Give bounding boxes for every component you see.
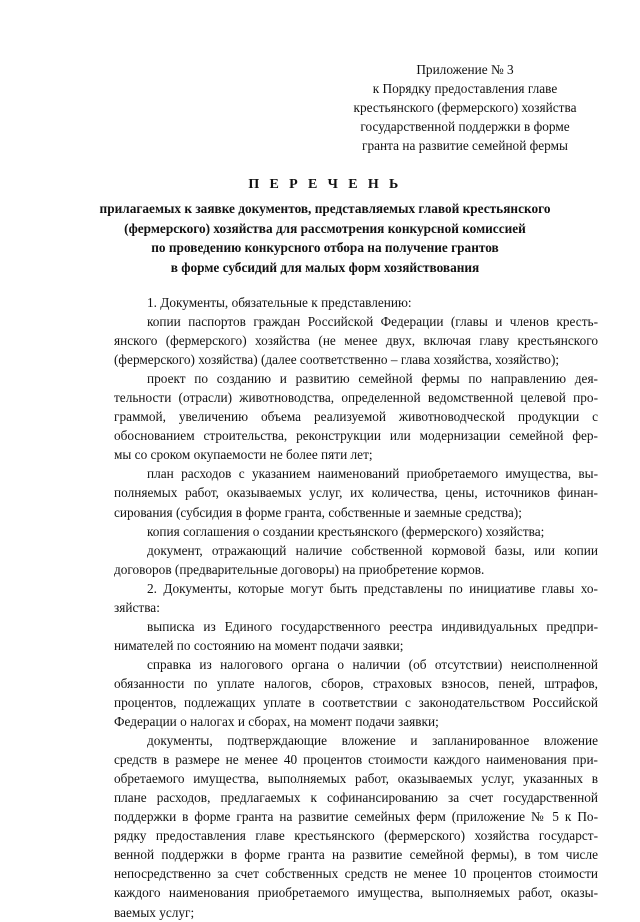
body-line: документ, отражающий наличие собственной кормовой базы, или копии: [147, 542, 598, 558]
heading-line: в форме субсидий для малых форм хозяйствования: [170, 259, 480, 275]
body-line: плане расходов, предлагаемых к софинансированию за счет государственной: [114, 790, 598, 806]
heading-line: прилагаемых к заявке документов, представляемых главой крестьянского: [99, 201, 551, 216]
body-line: непосредственно за счет собственных средств не менее 10 процентов стоимости: [114, 866, 598, 882]
body-line: тельности (отрасли) животноводства, определенной ведомственной целевой про-: [114, 390, 598, 406]
body-line: выписка из Единого государственного реестра индивидуальных предпри-: [147, 618, 598, 634]
body-line: нимателей по состоянию на момент подачи заявки;: [114, 637, 404, 653]
body-line: венной поддержки в форме гранта на развитие семейной фермы), в том числе: [114, 847, 598, 863]
body-line: процентов, подлежащих уплате в соответствии с законодательством Российской: [114, 694, 598, 710]
body-line: обретаемого имущества, выполняемых работ, оказываемых услуг, указанных в: [114, 771, 598, 787]
appendix-line: Приложение № 3: [416, 62, 514, 77]
body-line: каждого наименования приобретаемого имущества, выполняемых работ, оказы-: [114, 885, 598, 901]
body-line: договоров (предварительные договоры) на приобретение кормов.: [114, 561, 485, 577]
appendix-line: крестьянского (фермерского) хозяйства: [353, 100, 577, 115]
section-2-heading: 2. Документы, которые могут быть представлены по инициативе главы хо-: [147, 580, 598, 596]
body-line: средств в размере не менее 40 процентов стоимости каждого наименования при-: [114, 752, 598, 768]
body-line: рядку предоставления главе крестьянского (фермерского) хозяйства государст-: [114, 828, 598, 844]
heading-line: (фермерского) хозяйства для рассмотрения конкурсной комиссией: [124, 220, 526, 236]
appendix-line: государственной поддержки в форме: [360, 119, 570, 134]
body-line: ваемых услуг;: [114, 904, 195, 920]
document-heading: [60, 175, 590, 277]
body-line: граммой, увеличению объема реализуемой животноводческой продукции с: [114, 409, 598, 425]
document-body: [114, 293, 598, 922]
body-line: янского (фермерского) хозяйства (не менее двух, включая главу крестьянского: [114, 333, 598, 349]
body-line: копии паспортов граждан Российской Федерации (главы и членов кресть-: [147, 314, 598, 330]
body-line: поддержки в форме гранта на развитие семейных ферм (приложение № 5 к По-: [114, 809, 598, 825]
body-line: копия соглашения о создании крестьянского (фермерского) хозяйства;: [147, 523, 545, 539]
heading-line: по проведению конкурсного отбора на получение грантов: [151, 240, 499, 256]
appendix-line: к Порядку предоставления главе: [372, 81, 558, 96]
body-line: сирования (субсидия в форме гранта, собственные и заемные средства);: [114, 504, 522, 520]
body-line: мы со сроком окупаемости не более пяти лет;: [114, 447, 373, 463]
appendix-header: [330, 60, 600, 155]
body-line: справка из налогового органа о наличии (об отсутствии) неисполненной: [147, 656, 598, 672]
body-line: зяйства:: [114, 599, 160, 615]
body-line: документы, подтверждающие вложение и запланированное вложение: [147, 733, 598, 749]
body-line: (фермерского) хозяйства) (далее соответственно – глава хозяйства, хозяйство);: [114, 352, 560, 368]
body-line: обоснованием строительства, реконструкции или модернизации семейной фер-: [114, 428, 598, 444]
body-line: обязанности по уплате налогов, сборов, страховых взносов, пеней, штрафов,: [114, 675, 598, 691]
document-title: П Е Р Е Ч Е Н Ь: [248, 177, 402, 192]
body-line: план расходов с указанием наименований приобретаемого имущества, вы-: [147, 466, 598, 482]
body-line: проект по созданию и развитию семейной фермы по направлению дея-: [147, 371, 598, 387]
section-1-heading: 1. Документы, обязательные к представлению:: [147, 295, 412, 310]
body-line: полняемых работ, оказываемых услуг, их количества, цены, источников финан-: [114, 485, 598, 501]
appendix-line: гранта на развитие семейной фермы: [362, 138, 568, 153]
body-line: Федерации о налогах и сборах, на момент подачи заявки;: [114, 714, 439, 730]
